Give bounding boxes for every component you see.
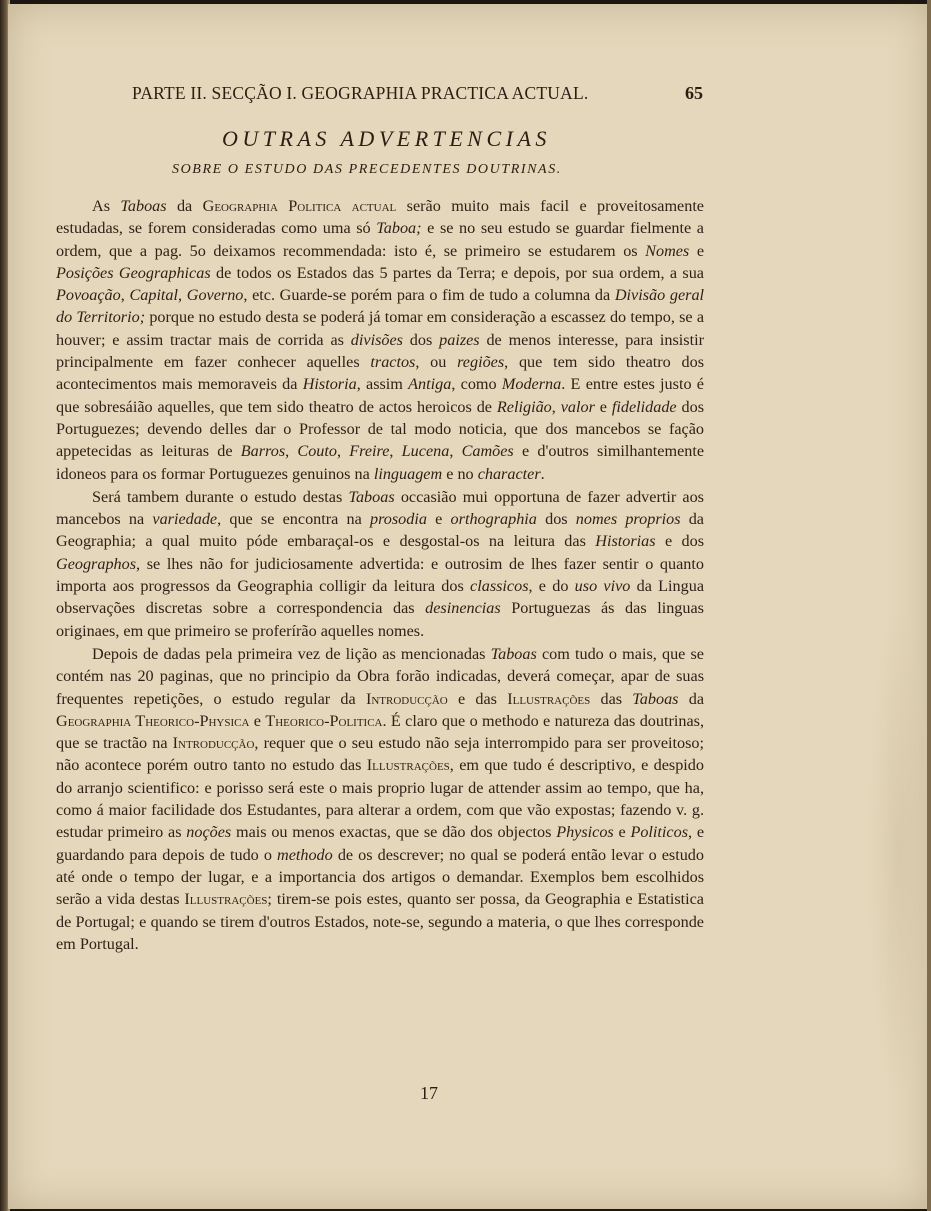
small-caps-term: Introducção <box>172 734 255 753</box>
italic-term: paizes <box>439 330 480 349</box>
italic-term: Antiga <box>408 375 452 394</box>
small-caps-term: Illustrações <box>366 756 450 775</box>
italic-term: methodo <box>277 845 333 864</box>
italic-term: orthographia <box>450 510 537 529</box>
italic-term: fidelidade <box>611 397 677 416</box>
italic-term: uso vivo <box>574 577 631 596</box>
paragraph-2: Será tambem durante o estudo destas Taboas occasião mui opportuna de fazer advertir aos mancebos na variedade, que se encontra na prosodia e orthographia dos nomes proprios da Geographia; a qual muito póde embaraçal-os e desgostal-os na leitura das Historias e dos Geographos, se lhes não for judiciosamente advertida: e outrosim de lhes fazer sentir o quanto importa aos progressos da Geographia colligir da leitura dos classicos, e do uso vivo da Lingua observações discretas sobre a correspondencia das desinencias Portuguezas ás das linguas originaes, em que primeiro se proferírão aquelles nomes. <box>56 487 705 640</box>
italic-term: Barros <box>240 442 286 461</box>
italic-term: desinencias <box>425 599 501 618</box>
italic-term: Povoação <box>56 286 121 305</box>
italic-term: Taboas <box>490 644 537 663</box>
italic-term: Governo <box>186 286 244 305</box>
italic-term: Geographos <box>56 554 137 573</box>
italic-term: Capital <box>129 286 179 305</box>
small-caps-term: Geographia Politica actual <box>202 197 397 215</box>
italic-term: nomes proprios <box>575 510 681 529</box>
section-title: OUTRAS ADVERTENCIAS <box>222 126 551 151</box>
italic-term: linguagem <box>373 464 443 483</box>
italic-term: classicos <box>470 577 529 596</box>
page-number: 65 <box>685 83 703 103</box>
italic-term: Taboas <box>632 689 679 708</box>
italic-term: Taboas <box>348 487 395 506</box>
italic-term: variedade <box>152 510 218 529</box>
paper-stain <box>868 604 928 1104</box>
small-caps-term: Theorico-Politica <box>265 711 383 730</box>
italic-term: prosodia <box>370 510 427 529</box>
italic-term: Couto <box>297 442 337 461</box>
italic-term: divisões <box>350 330 403 349</box>
italic-term: Posições Geographicas <box>56 263 211 282</box>
small-caps-term: Illustrações <box>184 890 268 909</box>
italic-term: Camões <box>461 442 514 461</box>
small-caps-term: Introducção <box>365 689 448 708</box>
italic-term: Nomes <box>645 241 690 260</box>
italic-term: character <box>477 464 541 483</box>
italic-term: Religião <box>496 397 552 416</box>
body-text <box>56 195 704 955</box>
italic-term: Freire <box>349 442 390 461</box>
small-caps-term: Geographia Theorico-Physica <box>56 711 250 730</box>
italic-term: Politicos <box>630 823 689 842</box>
running-head: PARTE II. SECÇÃO I. GEOGRAPHIA PRACTICA ACTUAL. <box>132 83 589 103</box>
signature-mark: 17 <box>420 1083 438 1103</box>
paragraph-1: As Taboas da Geographia Politica actual serão muito mais facil e proveitosamente estudadas, se forem consideradas como uma só Taboa; e se no seu estudo se guardar fielmente a ordem, que a pag. 5o deixamos recommendada: isto é, se primeiro se estudarem os Nomes e Posições Geographicas de todos os Estados das 5 partes da Terra; e depois, por sua ordem, a sua Povoação, Capital, Governo, etc. Guarde-se porém para o fim de tudo a columna da Divisão geral do Territorio; porque no estudo desta se poderá já tomar em consideração a escassez do tempo, se a houver; e assim tractar mais de corrida as divisões dos paizes de menos interesse, para insistir principalmente em fazer conhecer aquelles tractos, ou regiões, que tem sido theatro dos acontecimentos mais memoraveis da Historia, assim Antiga, como Moderna. E entre estes justo é que sobresáião aquelles, que tem sido theatro de actos heroicos de Religião, valor e fidelidade dos Portuguezes; devendo delles dar o Professor de tal modo noticia, que dos mancebos se fação appetecidas as leituras de Barros, Couto, Freire, Lucena, Camões e d'outros similhantemente idoneos para os formar Portuguezes genuinos na linguagem e no character. <box>56 197 705 483</box>
small-caps-term: Illustrações <box>507 689 591 708</box>
italic-term: valor <box>560 397 595 416</box>
italic-term: Physicos <box>556 823 614 842</box>
italic-term: tractos <box>370 353 416 372</box>
italic-term: Moderna <box>501 375 562 394</box>
italic-term: regiões <box>457 353 505 372</box>
italic-term: Lucena <box>401 442 450 461</box>
section-subtitle: SOBRE O ESTUDO DAS PRECEDENTES DOUTRINAS. <box>172 162 562 177</box>
italic-term: Divisão geral do Territorio; <box>56 286 705 327</box>
italic-term: Historia <box>302 375 357 394</box>
italic-term: noções <box>186 823 232 842</box>
italic-term: Taboa; <box>376 219 422 238</box>
page-edge <box>927 0 931 1211</box>
italic-term: Taboas <box>120 197 167 215</box>
paragraph-3: Depois de dadas pela primeira vez de lição as mencionadas Taboas com tudo o mais, que se contém nas 20 paginas, que no principio da Obra forão indicadas, deverá começar, apar de suas frequentes repetições, o estudo regular da Introducção e das Illustrações das Taboas da Geographia Theorico-Physica e Theorico-Politica. É claro que o methodo e natureza das doutrinas, que se tractão na Introducção, requer que o seu estudo não seja interrompido para ser proveitoso; não acontece porém outro tanto no estudo das Illustrações, em que tudo é descriptivo, e despido do arranjo scientifico: e porisso será este o mais proprio lugar de attender assim ao tempo, que ha, como á maior facilidade dos Estudantes, para alterar a ordem, com que vão expostas; fazendo v. g. estudar primeiro as noções mais ou menos exactas, que se dão dos objectos Physicos e Politicos, e guardando para depois de tudo o methodo de os descrever; no qual se poderá então levar o estudo até onde o tempo der lugar, e a importancia dos artigos o demandar. Exemplos bem escolhidos serão a vida destas Illustrações; tirem-se pois estes, quanto ser possa, da Geographia e Estatistica de Portugal; e quando se tirem d'outros Estados, note-se, segundo a materia, o que lhes corresponde em Portugal. <box>56 644 705 953</box>
italic-term: Historias <box>595 532 656 551</box>
